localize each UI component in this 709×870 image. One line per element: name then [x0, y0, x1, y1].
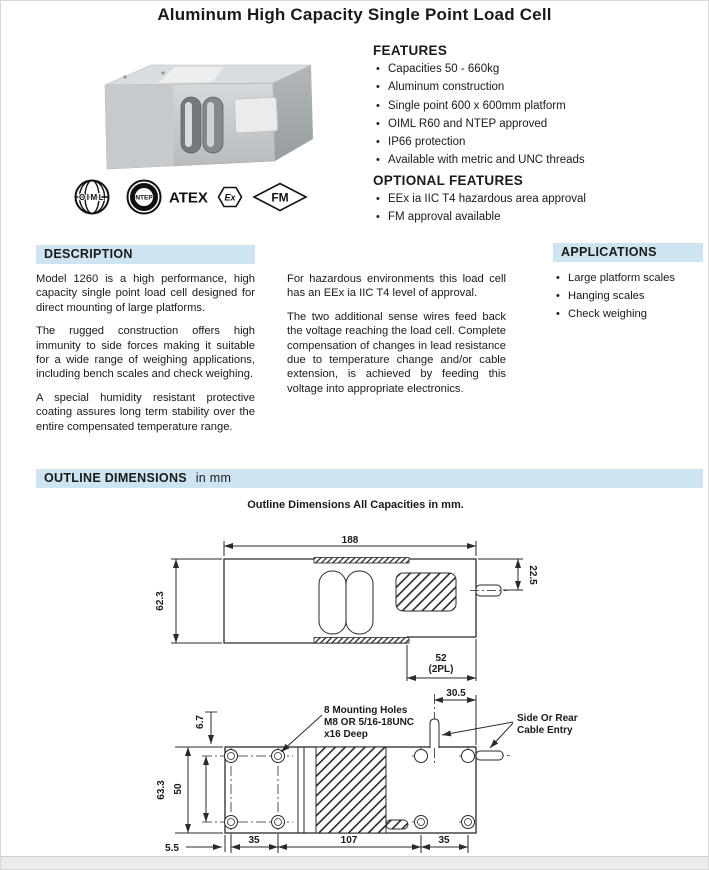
svg-text:FM: FM — [271, 190, 289, 205]
fm-logo — [254, 184, 306, 211]
dim-label: 5.5 — [165, 843, 179, 854]
svg-text:Ex: Ex — [224, 192, 236, 203]
outline-heading-units: in mm — [195, 471, 232, 485]
list-item: • EEx ia IIC T4 hazardous area approval — [373, 190, 703, 208]
atex-text: ATEX — [169, 189, 208, 207]
dim-label: 35 — [438, 835, 450, 846]
dim-label: 188 — [341, 535, 359, 546]
dim-label: 6.7 — [195, 715, 206, 729]
note-cable-entry: Cable Entry — [517, 725, 573, 736]
note-cable-entry: Side Or Rear — [517, 713, 578, 724]
paragraph: A special humidity resistant protective coating assures long term stability over the entire compensated temperature range. — [36, 391, 255, 433]
dim-label: 30.5 — [446, 688, 466, 699]
paragraph: Model 1260 is a high performance, high capacity single point load cell designed for direct mounting of large platforms. — [36, 273, 255, 314]
drawing-caption: Outline Dimensions All Capacities in mm. — [247, 499, 464, 511]
outline-heading-bold: OUTLINE DIMENSIONS — [44, 471, 187, 485]
dim-label: (2PL) — [428, 664, 454, 675]
paragraph: The two additional sense wires feed back the voltage reaching the load cell. Complete compensation of changes in lead resistance due to temperature change and/or cable extension, is achieved by feeding this voltage into appropriate electronics. — [287, 310, 506, 395]
dim-label: 63.3 — [156, 780, 167, 800]
applications-heading: APPLICATIONS — [553, 243, 703, 262]
description-heading: DESCRIPTION — [36, 245, 255, 264]
dim-label: 52 — [435, 653, 447, 664]
list-item: • FM approval available — [373, 208, 703, 226]
applications-list — [553, 269, 703, 323]
applications-section — [553, 267, 703, 323]
optional-features-list — [373, 190, 703, 227]
outline-dimension-drawings — [1, 526, 709, 866]
list-item: • Aluminum construction — [373, 78, 703, 96]
list-item: • Check weighing — [553, 305, 703, 323]
dim-label: 107 — [340, 835, 358, 846]
atex-ex-icon — [219, 188, 242, 207]
product-photo-load-cell — [63, 59, 318, 174]
paragraph: The rugged construction offers high immunity to side forces making it suitable for a wide range of weighing applications, including bench scales and check weighing. — [36, 325, 255, 381]
page-title: Aluminum High Capacity Single Point Load Cell — [157, 5, 552, 24]
ntep-text: NTEP — [135, 194, 153, 202]
list-item: • IP66 protection — [373, 133, 703, 151]
drawing-side-view — [171, 541, 523, 681]
features-section — [373, 43, 703, 226]
certification-logos — [63, 175, 318, 219]
list-item: • Hanging scales — [553, 287, 703, 305]
oiml-text: OIML — [79, 193, 105, 202]
list-item: • OIML R60 and NTEP approved — [373, 115, 703, 133]
features-heading: FEATURES — [373, 43, 448, 58]
optional-features-heading: OPTIONAL FEATURES — [373, 172, 524, 188]
outline-dimensions-heading — [36, 469, 703, 488]
features-list — [373, 60, 703, 170]
list-item: • Capacities 50 - 660kg — [373, 60, 703, 78]
dim-label: 62.3 — [155, 591, 166, 611]
list-item: • Large platform scales — [553, 269, 703, 287]
description-column-1 — [36, 272, 255, 443]
dim-label: 22.5 — [527, 565, 538, 585]
list-item: • Single point 600 x 600mm platform — [373, 97, 703, 115]
note-mounting-holes: x16 Deep — [324, 729, 368, 740]
dim-label: 35 — [248, 835, 260, 846]
footer-bar — [1, 856, 708, 869]
paragraph: For hazardous environments this load cell has an EEx ia IIC T4 level of approval. — [287, 273, 506, 300]
list-item: • Available with metric and UNC threads — [373, 151, 703, 169]
dim-label: 50 — [173, 783, 184, 795]
description-column-2 — [287, 272, 506, 405]
note-mounting-holes: M8 OR 5/16-18UNC — [324, 717, 415, 728]
note-mounting-holes: 8 Mounting Holes — [324, 705, 408, 716]
